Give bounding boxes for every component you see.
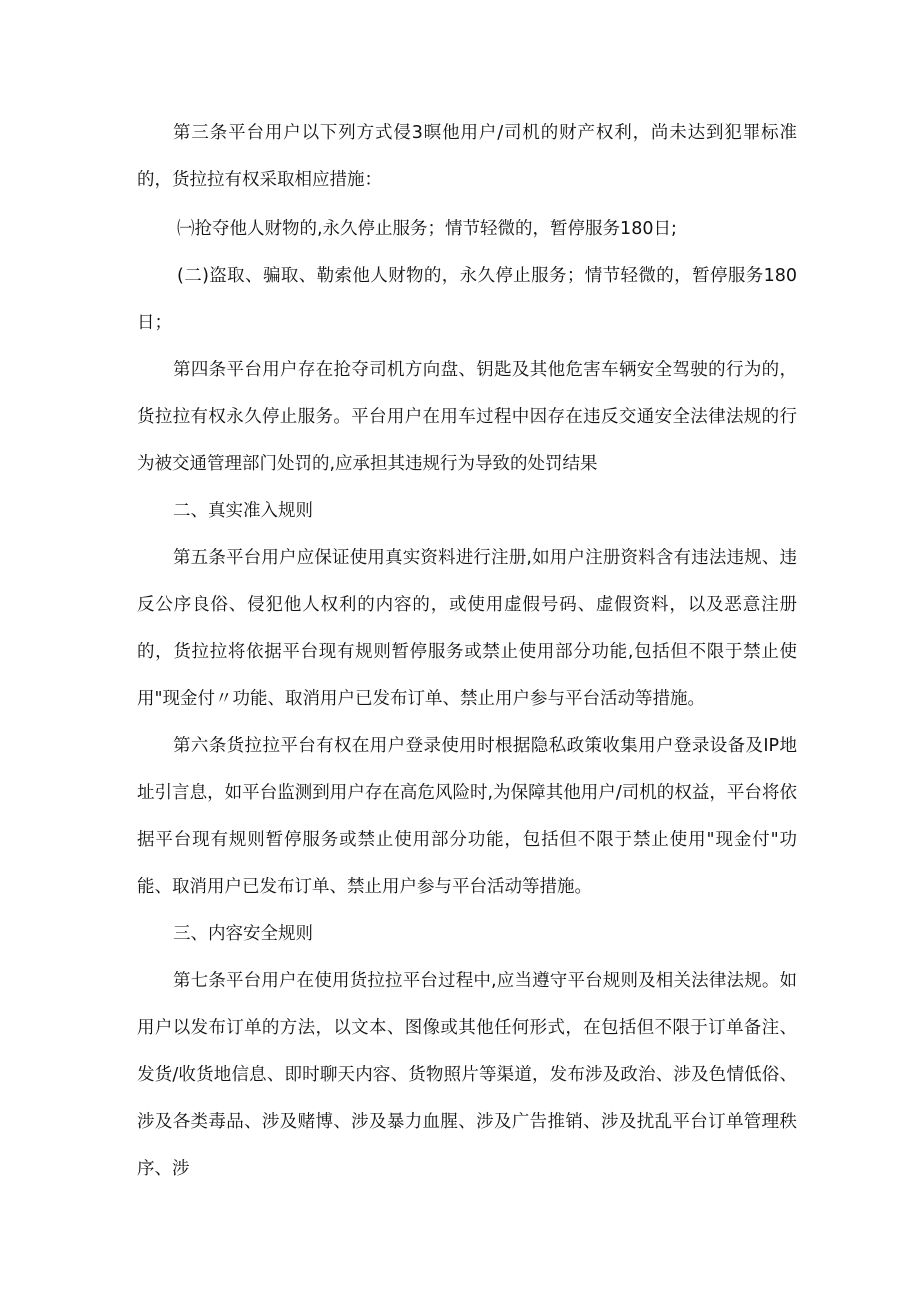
section-heading-real-access: 二、真实准入规则 — [173, 501, 313, 521]
paragraph-article-6: 第六条货拉拉平台有权在用户登录使用时根据隐私政策收集用户登录设备及IP地址引言息，如平台监测到用户存在高危风险时,为保障其他用户/司机的权益，平台将依据平台现有规则暂停服务或禁止使用部分功能，包括但不限于禁止使用"现金付"功能、取消用户已发布订单、禁止用户参与平台活动等措施。 — [137, 736, 797, 897]
paragraph-article-7: 第七条平台用户在使用货拉拉平台过程中,应当遵守平台规则及相关法律法规。如用户以发布订单的方法，以文本、图像或其他任何形式，在包括但不限于订单备注、发货/收货地信息、即时聊天内容、货物照片等渠道，发布涉及政治、涉及色情低俗、涉及各类毒品、涉及赌博、涉及暴力血腥、涉及广告推销、涉及扰乱平台订单管理秩序、涉 — [137, 971, 797, 1179]
paragraph-article-3-item-1: ㈠抢夺他人财物的,永久停止服务；情节轻微的，暂停服务180日; — [177, 219, 677, 239]
paragraph-article-3-item-2: (二)盗取、骗取、勒索他人财物的，永久停止服务；情节轻微的，暂停服务180日； — [137, 266, 797, 333]
paragraph-article-3: 第三条平台用户以下列方式侵3暝他用户/司机的财产权利，尚未达到犯罪标准的，货拉拉有权采取相应措施： — [137, 123, 797, 190]
section-heading-content-safety: 三、内容安全规则 — [173, 924, 313, 944]
paragraph-article-5: 第五条平台用户应保证使用真实资料进行注册,如用户注册资料含有违法违规、违反公序良俗、侵犯他人权利的内容的，或使用虚假号码、虚假资料，以及恶意注册的，货拉拉将依据平台现有规则暂停服务或禁止使用部分功能,包括但不限于禁止使用"现金付〃功能、取消用户已发布订单、禁止用户参与平台活动等措施。 — [137, 548, 797, 709]
paragraph-article-4: 第四条平台用户存在抢夺司机方向盘、钥匙及其他危害车辆安全驾驶的行为的，货拉拉有权永久停止服务。平台用户在用车过程中因存在违反交通安全法律法规的行为被交通管理部门处罚的,应承担其违规行为导致的处罚结果 — [137, 360, 797, 474]
document-page — [137, 110, 797, 1193]
